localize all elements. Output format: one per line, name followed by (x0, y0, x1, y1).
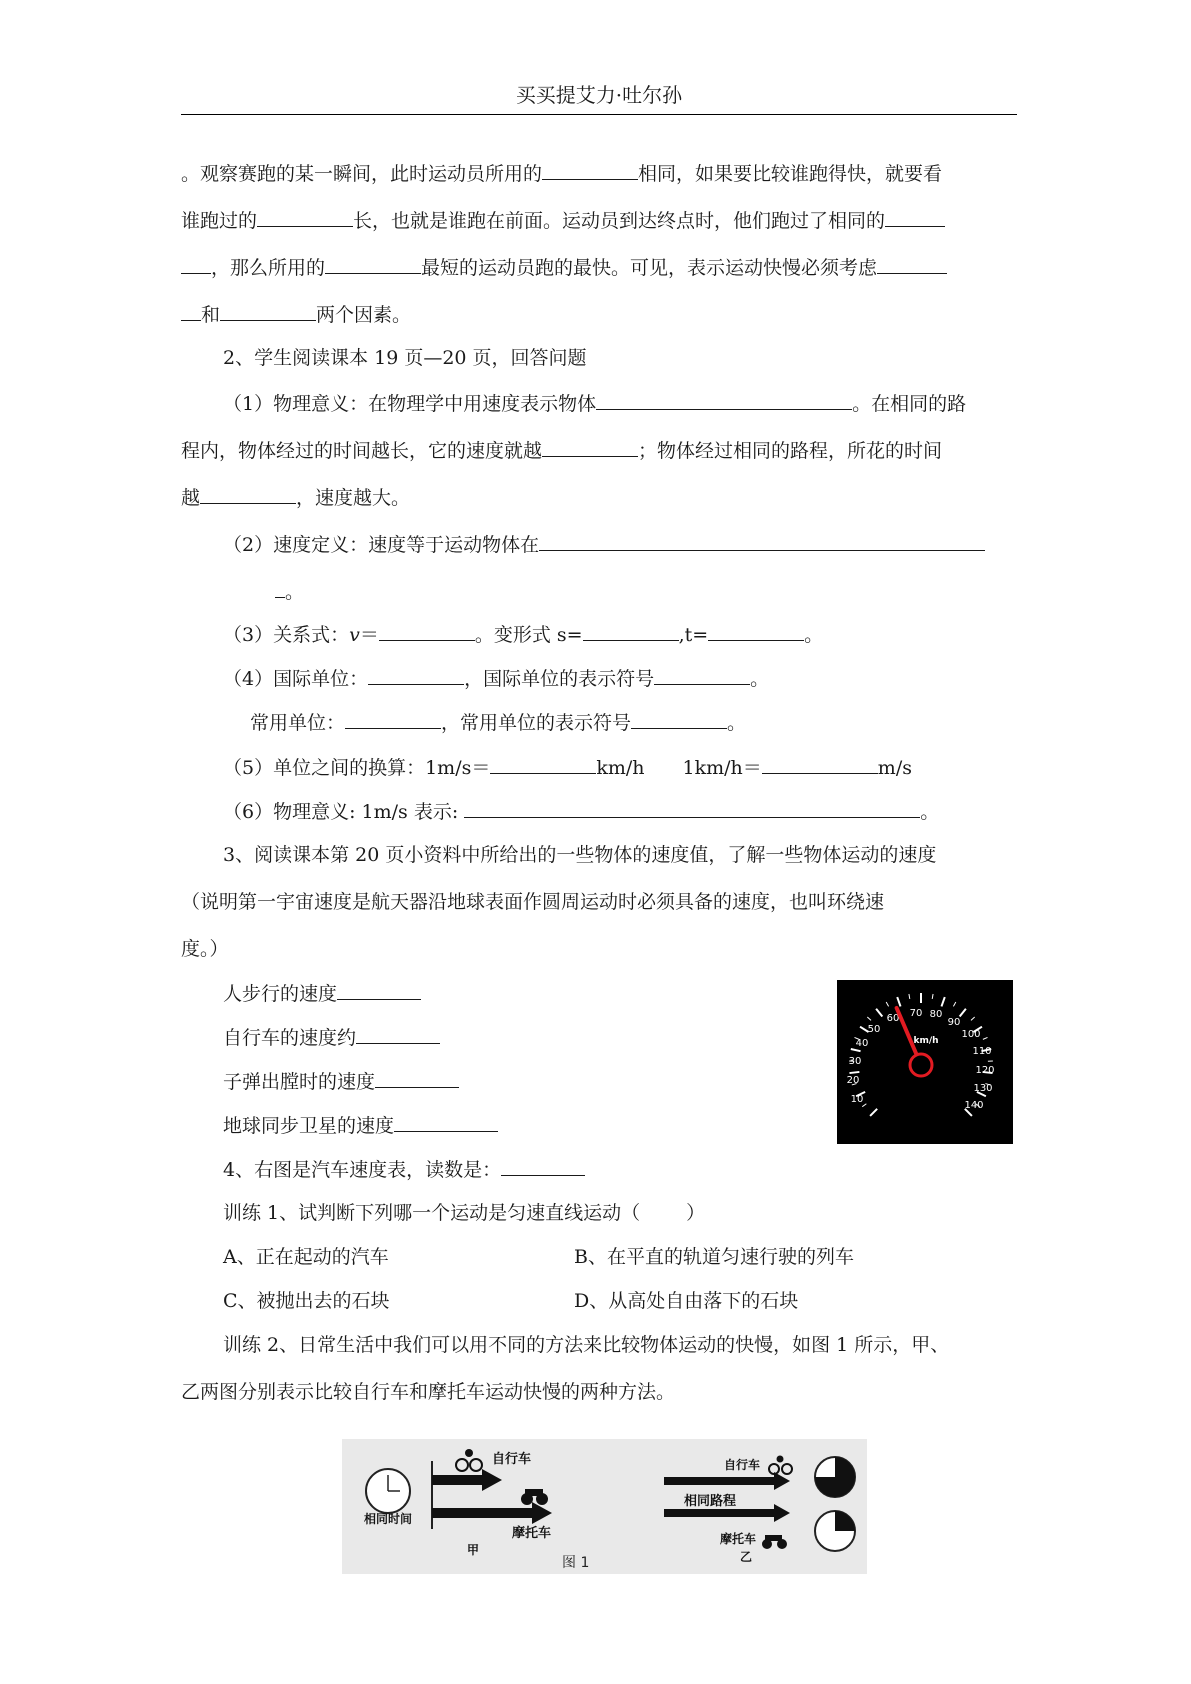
label-yi: 乙 (740, 1550, 753, 1564)
speedo-tick (897, 997, 900, 1006)
sec4-question: 4、右图是汽车速度表，读数是： (223, 1156, 585, 1183)
train1-option-c: C、被抛出去的石块 (223, 1290, 390, 1312)
sec2-q6: （6）物理意义: 1m/s 表示: 。 (223, 798, 939, 825)
sec2-q4-common: 常用单位： ，常用单位的表示符号 。 (250, 709, 746, 736)
speed-item-satellite: 地球同步卫星的速度 (223, 1112, 498, 1139)
speedo-tick (886, 1002, 888, 1006)
sec3-line3: 度。） (181, 938, 229, 960)
train2-line1: 训练 2、日常生活中我们可以用不同的方法来比较物体运动的快慢，如图 1 所示，甲、 (223, 1334, 950, 1356)
header-title: 买买提艾力·吐尔孙 (515, 83, 683, 107)
speedo-unit: km/h (913, 1036, 939, 1046)
sec2-q1-line3: 越 ，速度越大。 (181, 484, 410, 511)
speedo-tick (932, 994, 933, 999)
train2-line2: 乙两图分别表示比较自行车和摩托车运动快慢的两种方法。 (181, 1381, 676, 1403)
train1-question: 训练 1、试判断下列哪一个运动是匀速直线运动（ ） (223, 1202, 706, 1224)
page-header (181, 84, 1017, 115)
label-moto-jia: 摩托车 (512, 1526, 552, 1541)
sec2-q3: （3）关系式：v＝ 。变形式 s= ,t= 。 (223, 621, 823, 648)
speedo-label-130: 130 (973, 1083, 993, 1094)
figure-1 (342, 1439, 867, 1574)
arrow-bike-jia (432, 1469, 502, 1491)
speedo-tick (941, 997, 944, 1006)
label-same-distance: 相同路程 (684, 1494, 737, 1509)
speedo-tick (971, 1017, 975, 1020)
para1-line1: 。观察赛跑的某一瞬间，此时运动员所用的 相同，如果要比较谁跑得快，就要看 (181, 160, 942, 187)
label-bike-jia: 自行车 (492, 1452, 532, 1467)
label-bike-yi: 自行车 (724, 1458, 761, 1472)
speed-item-bike: 自行车的速度约 (223, 1024, 440, 1051)
sec2-heading: 2、学生阅读课本 19 页—20 页，回答问题 (223, 347, 587, 369)
speedometer-image (837, 980, 1013, 1144)
sec2-q1-line2: 程内，物体经过的时间越长，它的速度就越 ；物体经过相同的路程，所花的时间 (181, 437, 942, 464)
speedo-tick (953, 1002, 955, 1006)
speedo-tick (876, 1009, 882, 1017)
speedometer-dial (837, 980, 1013, 1144)
sec3-line2: （说明第一宇宙速度是航天器沿地球表面作圆周运动时必须具备的速度，也叫环绕速 (181, 891, 885, 913)
sec2-q5: （5）单位之间的换算：1m/s＝ km/h 1km/h＝ m/s (223, 754, 912, 781)
speedo-tick (870, 1109, 877, 1116)
motorcycle-icon (762, 1535, 787, 1549)
speedo-label-90: 90 (947, 1017, 961, 1028)
arrow-bike-yi (664, 1472, 790, 1490)
para1-line4: 和 两个因素。 (181, 301, 411, 328)
label-jia: 甲 (467, 1543, 480, 1557)
sec2-q2: （2）速度定义：速度等于运动物体在 (223, 531, 985, 558)
clock-icon (366, 1469, 410, 1513)
label-moto-yi: 摩托车 (720, 1532, 757, 1546)
para1-line3: ，那么所用的 最短的运动员跑的最快。可见，表示运动快慢必须考虑 (181, 254, 947, 281)
bicycle-icon (769, 1456, 792, 1475)
speed-item-walk: 人步行的速度 (223, 980, 421, 1007)
clock-icon (815, 1511, 855, 1551)
sec3-line1: 3、阅读课本第 20 页小资料中所给出的一些物体的速度值，了解一些物体运动的速度 (223, 844, 937, 866)
train1-option-a: A、正在起动的汽车 (223, 1246, 389, 1268)
speedo-tick (849, 1072, 859, 1073)
speedo-label-50: 50 (867, 1024, 881, 1035)
speedo-tick (851, 1049, 861, 1051)
speed-item-bullet: 子弹出膛时的速度 (223, 1068, 459, 1095)
speedo-label-110: 110 (972, 1046, 992, 1057)
clock-icon (815, 1457, 855, 1497)
speedo-label-70: 70 (909, 1008, 923, 1019)
sec2-q2-end: 。 (275, 578, 304, 605)
label-same-time: 相同时间 (364, 1512, 413, 1526)
train1-option-b: B、在平直的轨道匀速行驶的列车 (574, 1246, 854, 1268)
speedo-label-120: 120 (975, 1065, 995, 1076)
speedo-label-100: 100 (961, 1029, 981, 1040)
bicycle-icon (456, 1449, 482, 1471)
speedo-tick (983, 1037, 988, 1039)
figure-caption: 图 1 (562, 1555, 590, 1571)
speedo-tick (909, 994, 910, 999)
sec2-q1-line1: （1）物理意义：在物理学中用速度表示物体 。在相同的路 (223, 390, 966, 417)
sec2-q4: （4）国际单位： ，国际单位的表示符号 。 (223, 665, 769, 692)
train1-option-d: D、从高处自由落下的石块 (574, 1290, 799, 1312)
speedo-label-40: 40 (855, 1038, 869, 1049)
speedo-label-10: 10 (850, 1094, 864, 1105)
speedo-hub (910, 1054, 932, 1076)
speedo-label-140: 140 (964, 1100, 984, 1111)
motorcycle-icon (521, 1489, 548, 1505)
speedo-label-30: 30 (848, 1056, 862, 1067)
speedo-label-80: 80 (929, 1009, 943, 1020)
arrow-moto-jia (432, 1502, 552, 1524)
speedo-label-60: 60 (886, 1013, 900, 1024)
speedo-tick (867, 1017, 871, 1020)
speedo-label-20: 20 (846, 1075, 860, 1086)
para1-line2: 谁跑过的 长，也就是谁跑在前面。运动员到达终点时，他们跑过了相同的 (181, 207, 945, 234)
speedo-tick (960, 1009, 966, 1017)
